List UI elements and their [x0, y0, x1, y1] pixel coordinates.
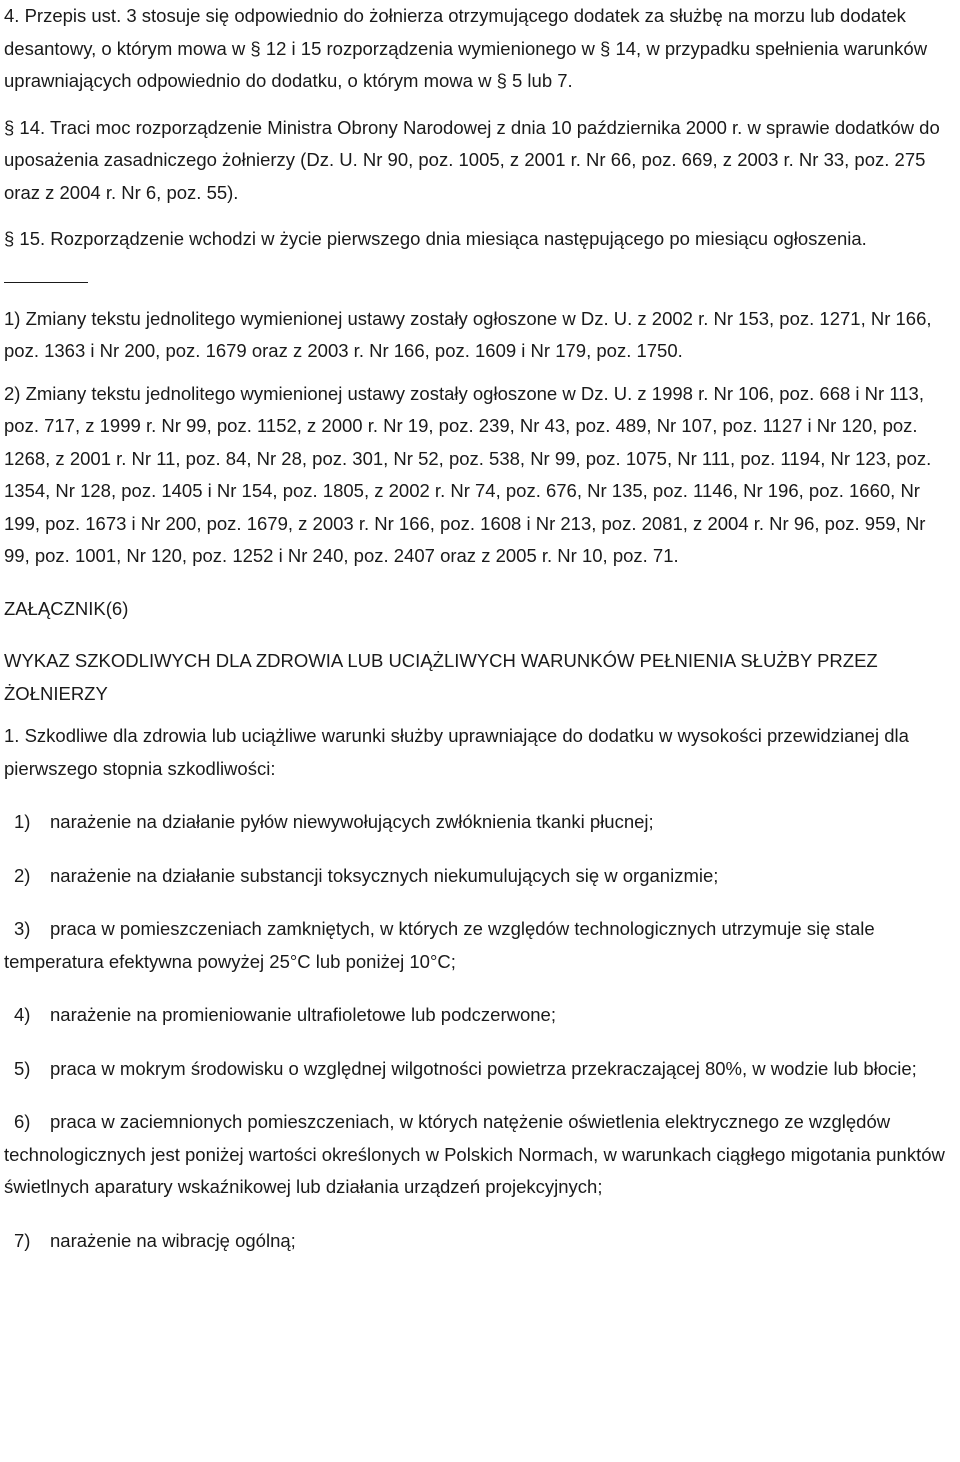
- annex-title: WYKAZ SZKODLIWYCH DLA ZDROWIA LUB UCIĄŻLIWYCH WARUNKÓW PEŁNIENIA SŁUŻBY PRZEZ ŻOŁNIERZY: [4, 650, 878, 704]
- list-item-text: praca w pomieszczeniach zamkniętych, w których ze względów technologicznych utrzymuje się stale temperatura efektywna powyżej 25°C lub poniżej 10°C;: [4, 918, 875, 972]
- footnote-divider: [4, 282, 88, 283]
- list-item-text: praca w zaciemnionych pomieszczeniach, w których natężenie oświetlenia elektrycznego ze względów technologicznych jest poniżej wartości określonych w Polskich Normach, w warunkach ciągłego migotania punktów świetlnych aparatury wskaźnikowej lub działania urządzeń projekcyjnych;: [4, 1111, 945, 1197]
- list-item-number: 2): [14, 864, 31, 886]
- annex-label: ZAŁĄCZNIK(6): [4, 597, 129, 619]
- list-item: [4, 1085, 956, 1204]
- list-item-text: narażenie na działanie substancji toksycznych niekumulujących się w organizmie;: [50, 864, 719, 886]
- list-item: [4, 785, 956, 839]
- paragraph-14: § 14. Traci moc rozporządzenie Ministra Obrony Narodowej z dnia 10 października 2000 r. w sprawie dodatków do uposażenia zasadniczego żołnierzy (Dz. U. Nr 90, poz. 1005, z 2001 r. Nr 66, poz. 669, z 2003 r. Nr 33, poz. 275 oraz z 2004 r. Nr 6, poz. 55).: [4, 116, 940, 203]
- footnote-1: 1) Zmiany tekstu jednolitego wymienionej ustawy zostały ogłoszone w Dz. U. z 2002 r. Nr 153, poz. 1271, Nr 166, poz. 1363 i Nr 200, poz. 1679 oraz z 2003 r. Nr 166, poz. 1609 i Nr 179, poz. 1750.: [4, 307, 932, 361]
- list-item: [4, 839, 956, 893]
- paragraph-4: 4. Przepis ust. 3 stosuje się odpowiednio do żołnierza otrzymującego dodatek za służbę na morzu lub dodatek desantowy, o którym mowa w § 12 i 15 rozporządzenia wymienionego w § 14, w przypadku spełnienia warunków uprawniających odpowiednio do dodatku, o którym mowa w § 5 lub 7.: [4, 5, 928, 91]
- list-item-text: narażenie na promieniowanie ultrafioletowe lub podczerwone;: [50, 1004, 556, 1025]
- list-item: [4, 978, 956, 1032]
- list-item-number: 1): [14, 811, 31, 832]
- list-item: [4, 892, 956, 978]
- annex-intro: 1. Szkodliwe dla zdrowia lub uciążliwe warunki służby uprawniające do dodatku w wysokości przewidzianej dla pierwszego stopnia szkodliwości:: [4, 725, 909, 779]
- list-item: [4, 1032, 956, 1086]
- footnote-2: 2) Zmiany tekstu jednolitego wymienionej ustawy zostały ogłoszone w Dz. U. z 1998 r. Nr 106, poz. 668 i Nr 113, poz. 717, z 1999 r. Nr 99, poz. 1152, z 2000 r. Nr 19, poz. 239, Nr 43, poz. 489, Nr 107, poz. 1127 i Nr 120, poz. 1268, z 2001 r. Nr 11, poz. 84, Nr 28, poz. 301, Nr 52, poz. 538, Nr 99, poz. 1075, Nr 111, poz. 1194, Nr 123, poz. 1354, Nr 128, poz. 1405 i Nr 154, poz. 1805, z 2002 r. Nr 74, poz. 676, Nr 135, poz. 1146, Nr 196, poz. 1660, Nr 199, poz. 1673 i Nr 200, poz. 1679, z 2003 r. Nr 166, poz. 1608 i Nr 213, poz. 2081, z 2004 r. Nr 96, poz. 959, Nr 99, poz. 1001, Nr 120, poz. 1252 i Nr 240, poz. 2407 oraz z 2005 r. Nr 10, poz. 71.: [4, 382, 932, 566]
- list-item-number: 4): [14, 1004, 31, 1025]
- document-page: [4, 0, 956, 1257]
- list-item-number: 6): [14, 1111, 31, 1132]
- paragraph-15: § 15. Rozporządzenie wchodzi w życie pierwszego dnia miesiąca następującego po miesiącu ogłoszenia.: [4, 228, 867, 249]
- annex-list: [4, 785, 956, 1257]
- list-item-number: 3): [14, 918, 31, 939]
- list-item-text: narażenie na wibrację ogólną;: [50, 1229, 296, 1251]
- list-item-text: narażenie na działanie pyłów niewywołujących zwłóknienia tkanki płucnej;: [50, 811, 654, 832]
- list-item: [4, 1204, 956, 1258]
- list-item-number: 7): [14, 1229, 31, 1251]
- list-item-text: praca w mokrym środowisku o względnej wilgotności powietrza przekraczającej 80%, w wodzie lub błocie;: [50, 1057, 917, 1079]
- list-item-number: 5): [14, 1057, 31, 1079]
